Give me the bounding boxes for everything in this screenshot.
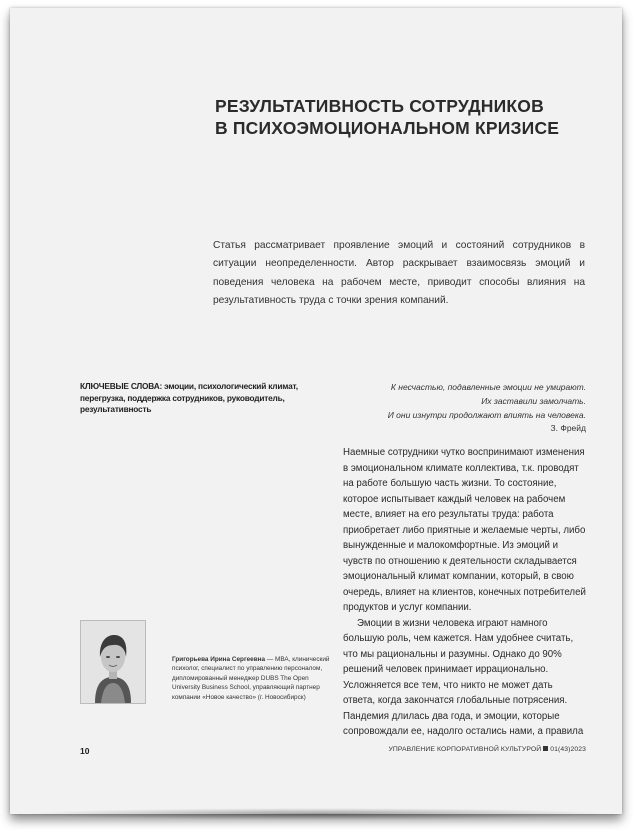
square-bullet-icon	[543, 746, 548, 751]
epigraph-line-1: К несчастью, подавленные эмоции не умирают.	[390, 382, 586, 392]
article-body	[343, 445, 586, 740]
author-photo	[80, 620, 146, 704]
body-paragraph-2: Эмоции в жизни человека играют намного большую роль, чем кажется. Нам удобнее считать, что мы рациональны и разумны. Однако до 90% решений человек принимает иррационально. Усложняется все тем, что никто не может дать ответа, когда закончатся глобальные потрясения. Пандемия длилась два года, и эмоции, которые сопровождали ее, надолго остались нами, а правила	[343, 617, 584, 737]
epigraph-author: З. Фрейд	[550, 423, 586, 434]
body-paragraph-1: Наемные сотрудники чутко воспринимают изменения в эмоциональном климате коллектива, т.к. проводят на работе большую часть жизни. То состояние, которое испытывает каждый человек на рабочем месте, влияет на его результаты труда: работа приобретает либо приятные и желаемые черты, либо вынужденные и малокомфортные. Из эмоций и чувств по отношению к деятельности складывается эмоциональный климат компании, который, в свою очередь, влияет на клиентов, конечных потребителей продуктов и услуг компании.	[343, 447, 586, 613]
article-title-line-1: РЕЗУЛЬТАТИВНОСТЬ СОТРУДНИКОВ	[215, 96, 544, 116]
article-title-line-2: В ПСИХОЭМОЦИОНАЛЬНОМ КРИЗИСЕ	[215, 118, 560, 138]
running-footer	[372, 746, 586, 753]
epigraph	[340, 381, 586, 436]
author-description: — МВА, клинический психолог, специалист по управлению персоналом, дипломированный менеджер DUBS The Open University Business School, управляющий партнер компании «Новое качество» (г. Новосибирск)	[172, 656, 330, 701]
keywords-label: КЛЮЧЕВЫЕ СЛОВА:	[80, 381, 163, 391]
journal-issue: 01(43)2023	[550, 746, 586, 753]
page-number: 10	[80, 746, 90, 756]
epigraph-line-2: Их заставили замолчать.	[481, 395, 586, 406]
article-title	[215, 95, 595, 139]
keywords-text: эмоции, психологический климат, перегрузка, поддержка сотрудников, руководитель, результативность	[80, 381, 298, 414]
journal-name: УПРАВЛЕНИЕ КОРПОРАТИВНОЙ КУЛЬТУРОЙ	[388, 746, 542, 753]
epigraph-line-3: И они изнутри продолжают влиять на человека.	[387, 409, 586, 420]
article-abstract: Статья рассматривает проявление эмоций и состояний сотрудников в ситуации неопределенности. Автор раскрывает взаимосвязь эмоций и поведения человека на рабочем месте, приводит способы влияния на результативность труда с точки зрения компаний.	[213, 240, 585, 306]
author-bio	[172, 655, 332, 702]
page-shadow	[24, 808, 614, 820]
author-name: Григорьева Ирина Сергеевна	[172, 656, 266, 663]
author-portrait-icon	[81, 621, 145, 703]
keywords-block	[80, 381, 325, 416]
